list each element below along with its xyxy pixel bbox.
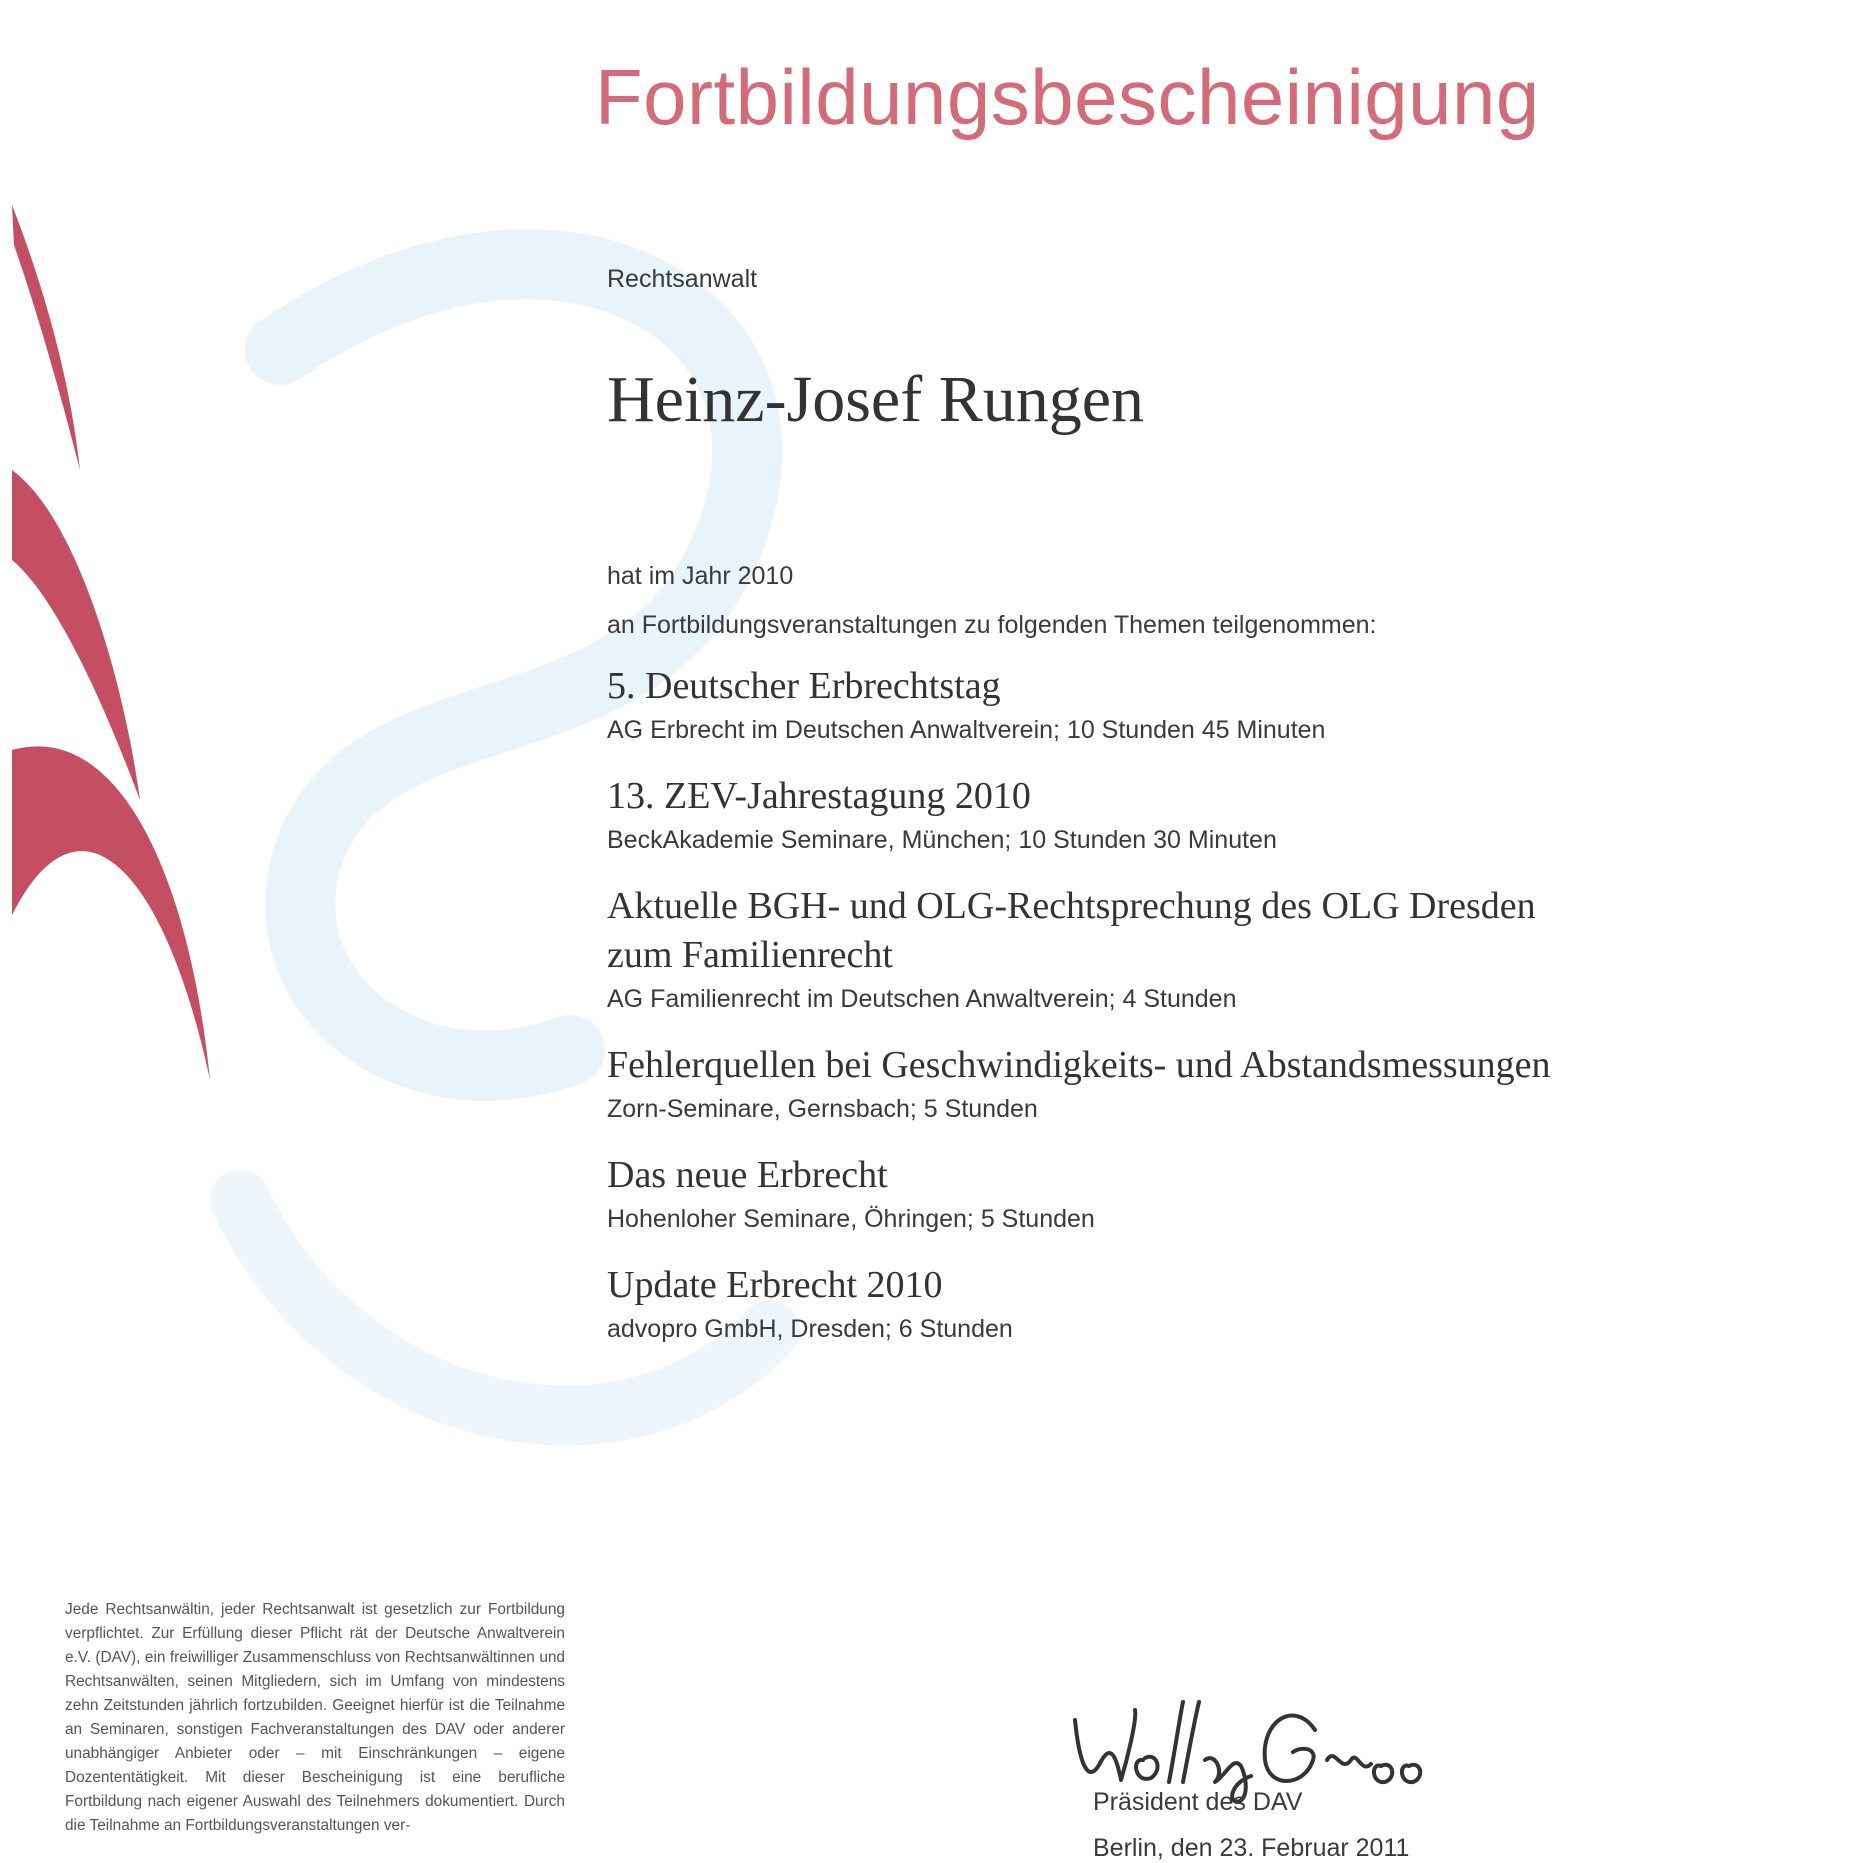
event-detail: advopro GmbH, Dresden; 6 Stunden — [607, 1315, 1013, 1343]
event-title: Update Erbrecht 2010 — [607, 1264, 943, 1306]
intro-line-topics: an Fortbildungsveranstaltungen zu folgenden Themen teilgenommen: — [607, 611, 1377, 639]
event-detail: AG Erbrecht im Deutschen Anwaltverein; 10 Stunden 45 Minuten — [607, 716, 1326, 744]
event-item — [607, 662, 1607, 749]
intro-text — [607, 552, 1376, 650]
event-detail: Zorn-Seminare, Gernsbach; 5 Stunden — [607, 1095, 1038, 1123]
legal-footnote: Jede Rechtsanwältin, jeder Rechtsanwalt ist gesetzlich zur Fortbildung verpflichtet. Zur Erfüllung dieser Pflicht rät der Deutsche Anwaltverein e.V. (DAV), ein freiwilliger Zusammenschluss von Rechtsanwältinnen und Rechtsanwälten, seinen Mitgliedern, sich im Umfang von mindestens zehn Zeitstunden jährlich fortzubilden. Geeignet hierfür ist die Teilnahme an Seminaren, sonstigen Fachveranstaltungen des DAV oder anderer unabhängiger Anbieter oder – mit Einschränkungen – eigene Dozententätigkeit. Mit dieser Bescheinigung ist eine berufliche Fortbildung nach eigener Auswahl des Teilnehmers dokumentiert. Durch die Teilnahme an Fortbildungsveranstaltungen ver- — [65, 1601, 565, 1834]
event-item — [607, 1041, 1607, 1128]
event-item — [607, 772, 1607, 859]
event-title: Aktuelle BGH- und OLG-Rechtsprechung des OLG Dresden zum Familienrecht — [607, 885, 1536, 976]
event-detail: AG Familienrecht im Deutschen Anwaltverein; 4 Stunden — [607, 985, 1237, 1013]
event-detail: Hohenloher Seminare, Öhringen; 5 Stunden — [607, 1205, 1095, 1233]
event-list — [607, 662, 1607, 1371]
event-item — [607, 1151, 1607, 1238]
event-detail: BeckAkademie Seminare, München; 10 Stunden 30 Minuten — [607, 826, 1277, 854]
recipient-role: Rechtsanwalt — [607, 265, 758, 293]
event-title: 5. Deutscher Erbrechtstag — [607, 665, 1001, 707]
event-item — [607, 882, 1607, 1018]
document-title: Fortbildungsbescheinigung — [595, 53, 1540, 141]
recipient-name: Heinz-Josef Rungen — [607, 363, 1145, 436]
event-title: 13. ZEV-Jahrestagung 2010 — [607, 775, 1031, 817]
signatory-role: Präsident des DAV — [1093, 1788, 1303, 1816]
place-and-date: Berlin, den 23. Februar 2011 — [1093, 1834, 1410, 1862]
event-item — [607, 1261, 1607, 1348]
event-title: Fehlerquellen bei Geschwindigkeits- und Abstandsmessungen — [607, 1044, 1551, 1086]
event-title: Das neue Erbrecht — [607, 1154, 888, 1196]
intro-line-year: hat im Jahr 2010 — [607, 562, 794, 590]
